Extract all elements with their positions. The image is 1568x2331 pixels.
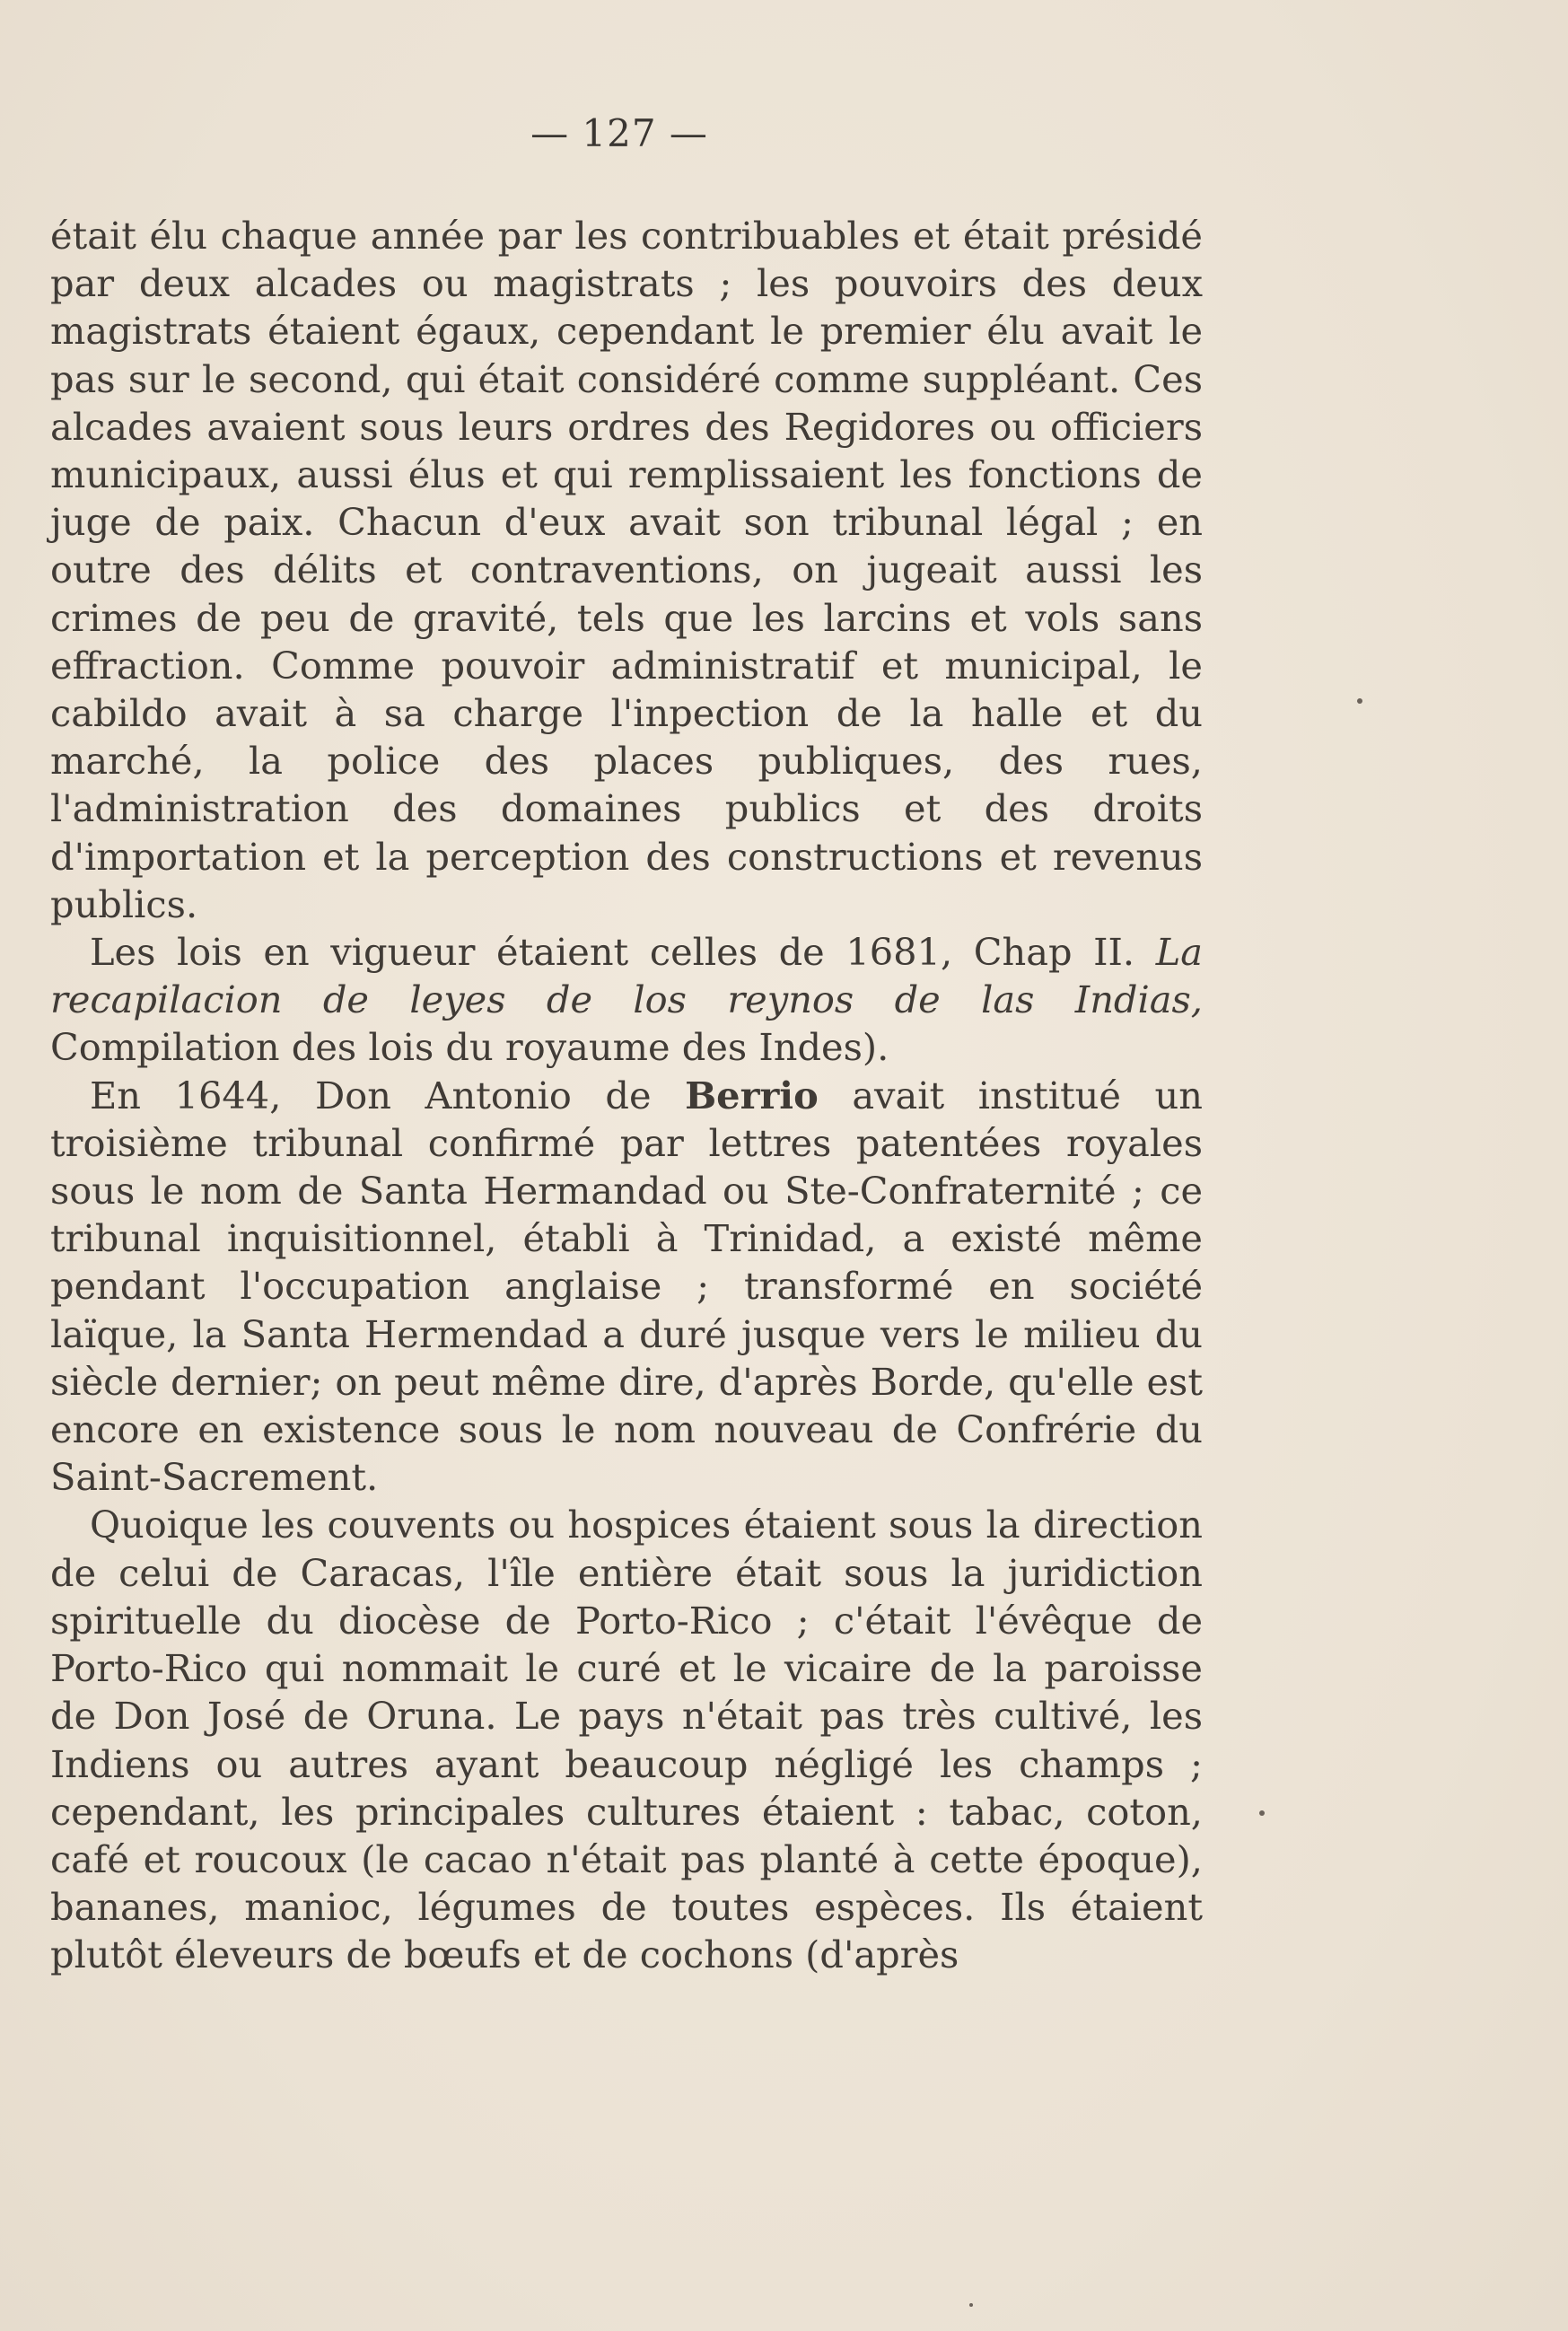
paragraph-3-text-after: avait institué un troisième tribunal confirmé par lettres patentées royales sous le nom de Santa Hermandad ou Ste-Confraternité ; ce tribunal inquisitionnel, établi à Trinidad, a existé même pendant l'occupation anglaise ; transformé en société laïque, la Santa Hermendad a duré jusque vers le milieu du siècle dernier; on peut même dire, d'après Borde, qu'elle est encore en existence sous le nom nouveau de Confrérie du Saint-Sacrement. (50, 1073, 1203, 1500)
page-number: — 127 — (530, 111, 708, 155)
paragraph-3-text-before: En 1644, Don Antonio de (90, 1073, 652, 1117)
paragraph-2-text-after: Compilation des lois du royaume des Indes). (50, 1025, 889, 1070)
body-text (50, 212, 1203, 1979)
paragraph-2-text-before: Les lois en vigueur étaient celles de 1681, Chap II. (90, 930, 1135, 975)
paper-speck (1259, 1810, 1265, 1816)
paragraph-2 (50, 928, 1203, 1072)
paragraph-3 (50, 1072, 1203, 1502)
paper-speck (969, 2303, 973, 2307)
paragraph-3-bold-name: Berrio (685, 1073, 819, 1117)
paper-speck (1357, 698, 1362, 704)
paragraph-2-italic-title: La recapilacion de leyes de los reynos de las Indias, (50, 930, 1203, 1022)
paragraph-1: était élu chaque année par les contribuables et était présidé par deux alcades ou magistrats ; les pouvoirs des deux magistrats étaient égaux, cependant le premier élu avait le pas sur le second, qui était considéré comme suppléant. Ces alcades avaient sous leurs ordres des Regidores ou officiers municipaux, aussi élus et qui remplissaient les fonctions de juge de paix. Chacun d'eux avait son tribunal légal ; en outre des délits et contraventions, on jugeait aussi les crimes de peu de gravité, tels que les larcins et vols sans effraction. Comme pouvoir administratif et municipal, le cabildo avait à sa charge l'inpection de la halle et du marché, la police des places publiques, des rues, l'administration des domaines publics et des droits d'importation et la perception des constructions et revenus publics. (50, 214, 1203, 926)
paragraph-4: Quoique les couvents ou hospices étaient sous la direction de celui de Caracas, l'île entière était sous la juridiction spirituelle du diocèse de Porto-Rico ; c'était l'évêque de Porto-Rico qui nommait le curé et le vicaire de la paroisse de Don José de Oruna. Le pays n'était pas très cultivé, les Indiens ou autres ayant beaucoup négligé les champs ; cependant, les principales cultures étaient : tabac, coton, café et roucoux (le cacao n'était pas planté à cette époque), bananes, manioc, légumes de toutes espèces. Ils étaient plutôt éleveurs de bœufs et de cochons (d'après (50, 1503, 1203, 1977)
